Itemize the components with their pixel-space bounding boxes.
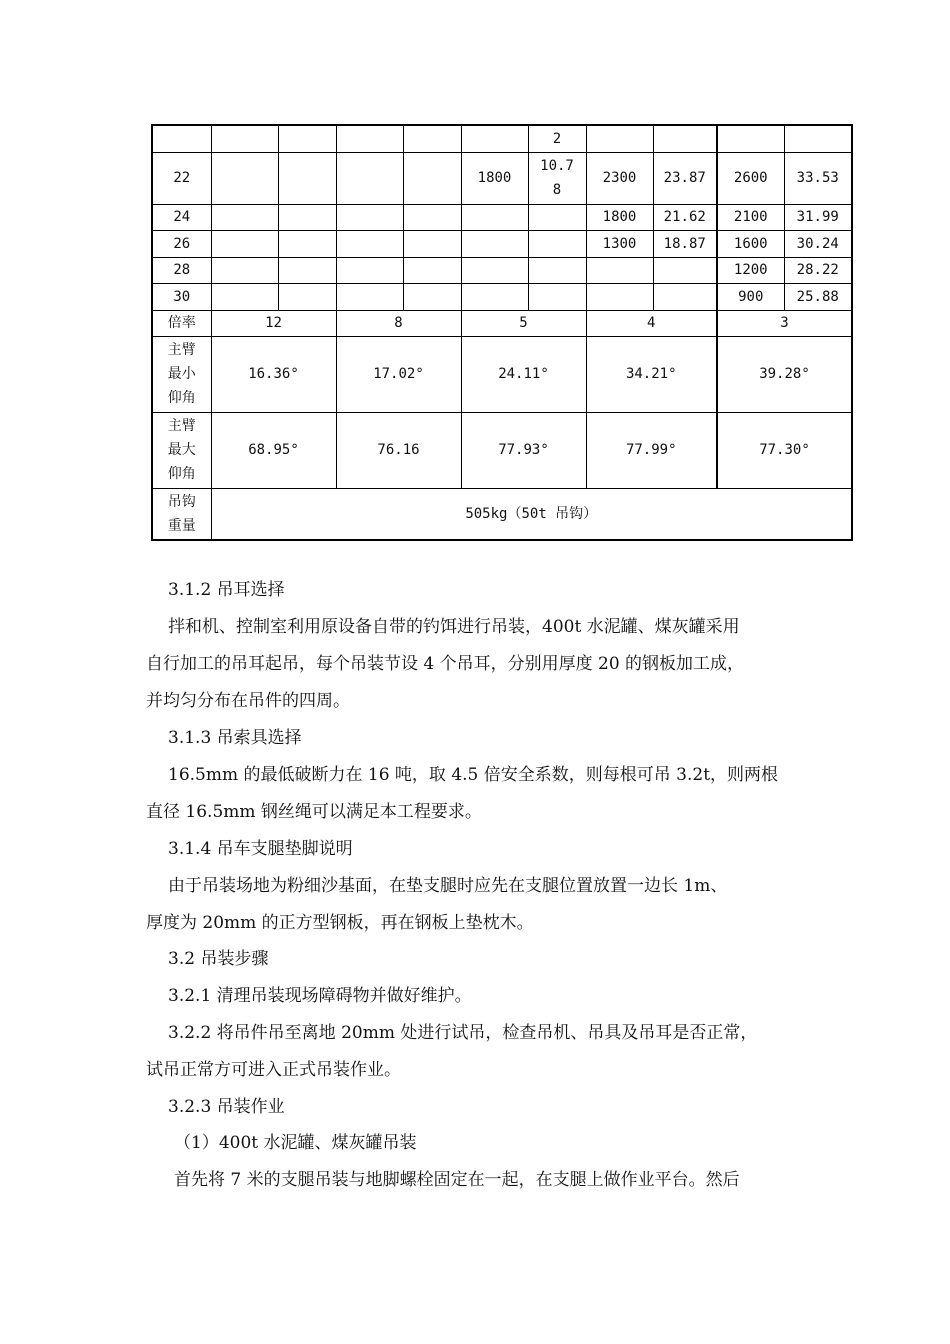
table-cell: 18.87 bbox=[653, 230, 717, 257]
paragraph-line: 首先将 7 米的支腿吊装与地脚螺栓固定在一起，在支腿上做作业平台。然后 bbox=[174, 1170, 740, 1190]
section-heading: 3.2 吊装步骤 bbox=[168, 949, 269, 969]
ratio-value: 4 bbox=[586, 310, 717, 336]
ratio-value: 8 bbox=[336, 310, 461, 336]
max-angle-value: 77.30° bbox=[717, 412, 852, 488]
paragraph-line: 16.5mm 的最低破断力在 16 吨，取 4.5 倍安全系数，则每根可吊 3.2t，则两根 bbox=[168, 765, 779, 785]
table-cell: 25.88 bbox=[784, 283, 852, 310]
table-cell: 2300 bbox=[586, 152, 653, 204]
section-heading: 3.1.3 吊索具选择 bbox=[168, 728, 302, 748]
max-angle-value: 76.16 bbox=[336, 412, 461, 488]
radius-cell: 28 bbox=[152, 257, 211, 283]
table-row bbox=[152, 125, 852, 152]
paragraph-line: 3.2.1 清理吊装现场障碍物并做好维护。 bbox=[168, 986, 472, 1006]
radius-cell: 26 bbox=[152, 230, 211, 257]
section-heading: 3.2.3 吊装作业 bbox=[168, 1097, 285, 1117]
table-row bbox=[152, 283, 852, 310]
radius-cell: 22 bbox=[152, 152, 211, 204]
table-cell: 900 bbox=[717, 283, 784, 310]
min-angle-value: 24.11° bbox=[461, 336, 586, 412]
ratio-row bbox=[152, 310, 852, 336]
table-cell: 1300 bbox=[586, 230, 653, 257]
sub-heading: （1）400t 水泥罐、煤灰罐吊装 bbox=[174, 1133, 417, 1153]
table-cell: 1800 bbox=[461, 152, 528, 204]
paragraph-line: 厚度为 20mm 的正方型钢板，再在钢板上垫枕木。 bbox=[146, 913, 534, 933]
radius-cell: 24 bbox=[152, 204, 211, 230]
table-cell: 2100 bbox=[717, 204, 784, 230]
ratio-value: 12 bbox=[211, 310, 336, 336]
min-angle-row bbox=[152, 336, 852, 412]
table-cell: 31.99 bbox=[784, 204, 852, 230]
table-row bbox=[152, 204, 852, 230]
table-cell: 21.62 bbox=[653, 204, 717, 230]
min-angle-value: 17.02° bbox=[336, 336, 461, 412]
ratio-value: 3 bbox=[717, 310, 852, 336]
paragraph-line: 试吊正常方可进入正式吊装作业。 bbox=[146, 1060, 401, 1080]
table-cell: 33.53 bbox=[784, 152, 852, 204]
crane-load-table bbox=[151, 124, 853, 541]
min-angle-label: 主臂 最小 仰角 bbox=[152, 336, 211, 412]
min-angle-value: 34.21° bbox=[586, 336, 717, 412]
table-row bbox=[152, 152, 852, 204]
max-angle-value: 77.99° bbox=[586, 412, 717, 488]
section-heading: 3.1.4 吊车支腿垫脚说明 bbox=[168, 839, 353, 859]
table-cell: 30.24 bbox=[784, 230, 852, 257]
hook-weight-label: 吊钩 重量 bbox=[152, 488, 211, 540]
max-angle-row bbox=[152, 412, 852, 488]
max-angle-label: 主臂 最大 仰角 bbox=[152, 412, 211, 488]
radius-cell: 30 bbox=[152, 283, 211, 310]
table-cell: 23.87 bbox=[653, 152, 717, 204]
hook-weight-row bbox=[152, 488, 852, 540]
ratio-label: 倍率 bbox=[152, 310, 211, 336]
paragraph-line: 直径 16.5mm 钢丝绳可以满足本工程要求。 bbox=[146, 802, 482, 822]
paragraph-line: 3.2.2 将吊件吊至离地 20mm 处进行试吊，检查吊机、吊具及吊耳是否正常， bbox=[168, 1023, 758, 1043]
hook-weight-value: 505kg（50t 吊钩） bbox=[211, 488, 852, 540]
table-row bbox=[152, 230, 852, 257]
table-cell: 1800 bbox=[586, 204, 653, 230]
table-cell: 2600 bbox=[717, 152, 784, 204]
ratio-value: 5 bbox=[461, 310, 586, 336]
min-angle-value: 39.28° bbox=[717, 336, 852, 412]
min-angle-value: 16.36° bbox=[211, 336, 336, 412]
section-heading: 3.1.2 吊耳选择 bbox=[168, 580, 285, 600]
table-cell: 10.78 bbox=[528, 152, 586, 204]
paragraph-line: 拌和机、控制室利用原设备自带的钓饵进行吊装，400t 水泥罐、煤灰罐采用 bbox=[168, 617, 740, 637]
paragraph-line: 自行加工的吊耳起吊，每个吊装节设 4 个吊耳，分别用厚度 20 的钢板加工成， bbox=[146, 654, 745, 674]
table-cell: 1600 bbox=[717, 230, 784, 257]
table-cell: 2 bbox=[528, 125, 586, 152]
max-angle-value: 68.95° bbox=[211, 412, 336, 488]
paragraph-line: 由于吊装场地为粉细沙基面，在垫支腿时应先在支腿位置放置一边长 1m、 bbox=[168, 876, 728, 896]
table-cell: 1200 bbox=[717, 257, 784, 283]
paragraph-line: 并均匀分布在吊件的四周。 bbox=[146, 691, 350, 711]
table-row bbox=[152, 257, 852, 283]
table-cell: 28.22 bbox=[784, 257, 852, 283]
max-angle-value: 77.93° bbox=[461, 412, 586, 488]
